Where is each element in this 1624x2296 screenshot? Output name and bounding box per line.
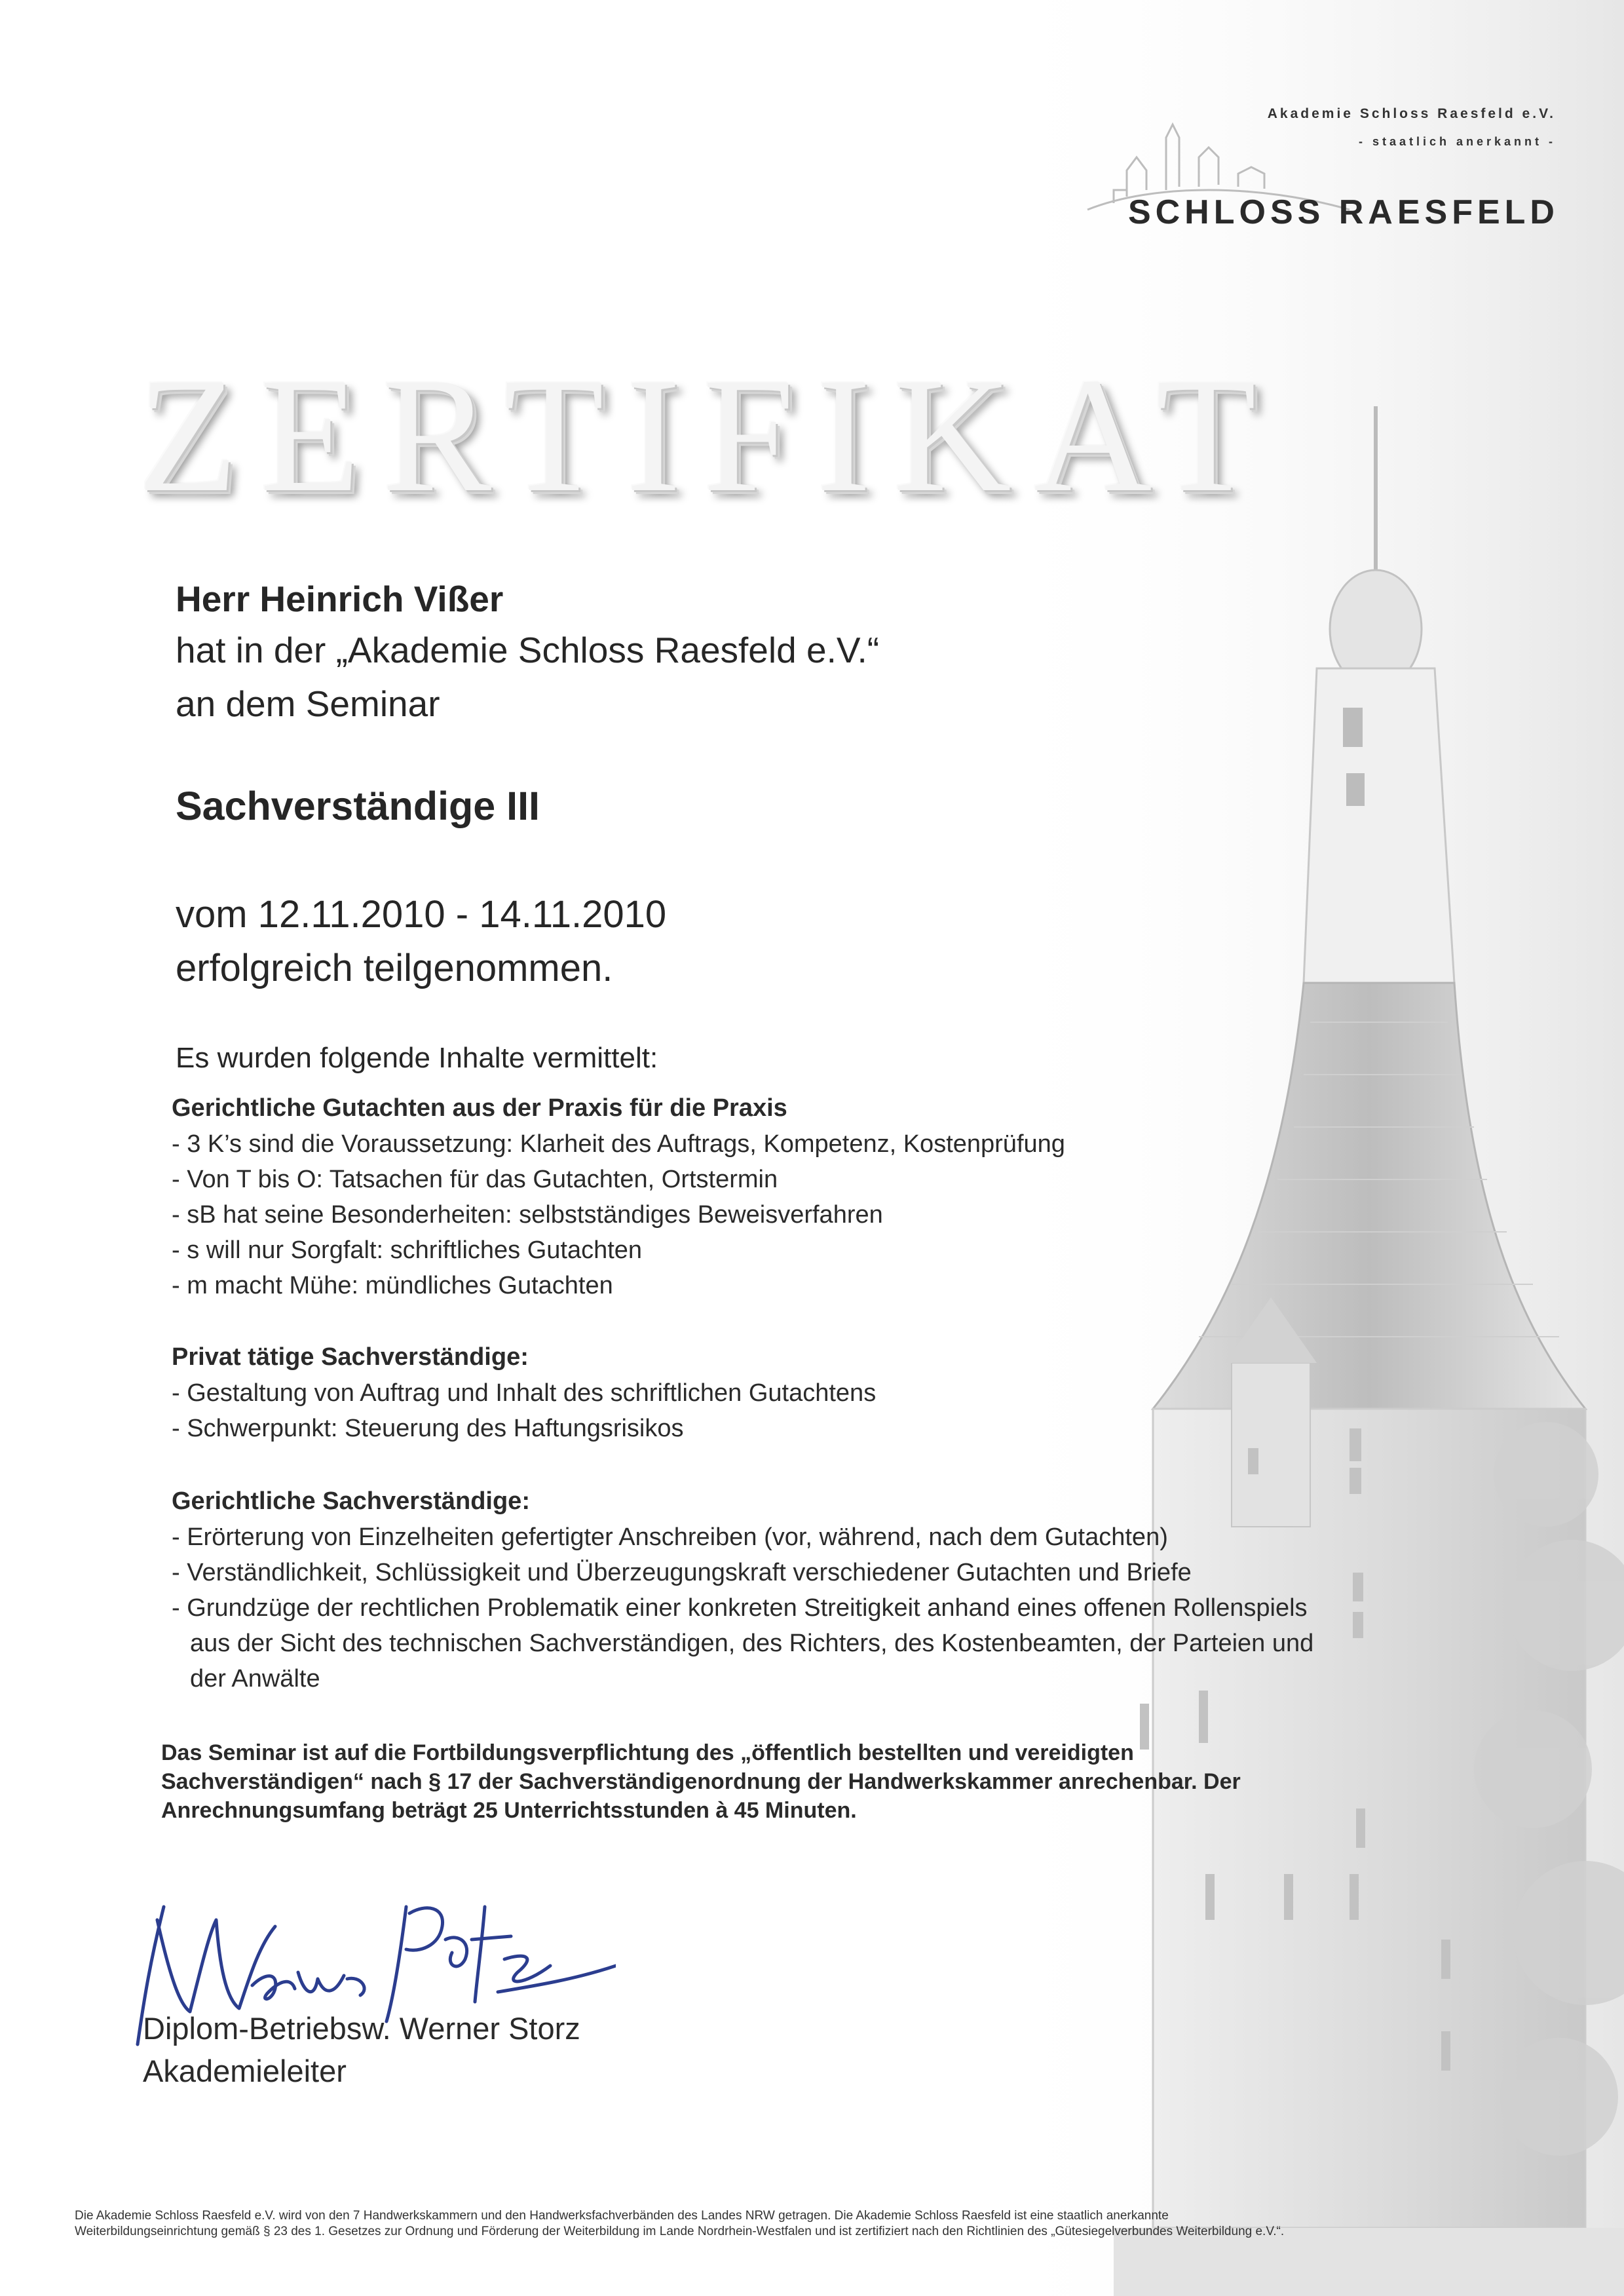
recipient-name: Herr Heinrich Vißer <box>176 579 504 619</box>
list-item: - Verständlichkeit, Schlüssigkeit und Überzeugungskraft verschiedener Gutachten und Briefe <box>172 1559 1192 1586</box>
brand-title: SCHLOSS RAESFELD <box>1127 193 1559 231</box>
academy-name: Akademie Schloss Raesfeld e.V. <box>1267 106 1556 121</box>
section-heading: Privat tätige Sachverständige: <box>172 1343 529 1371</box>
recipient-line-2: an dem Seminar <box>176 683 440 724</box>
section-court-experts <box>172 1487 1351 1696</box>
list-item: - 3 K’s sind die Voraussetzung: Klarheit des Auftrags, Kompetenz, Kostenprüfung <box>172 1130 1065 1158</box>
list-item: - s will nur Sorgfalt: schriftliches Gutachten <box>172 1236 643 1264</box>
recognition-note: - staatlich anerkannt - <box>1358 135 1556 148</box>
list-item: - Gestaltung von Auftrag und Inhalt des schriftlichen Gutachtens <box>172 1379 877 1407</box>
list-item: - m macht Mühe: mündliches Gutachten <box>172 1272 613 1299</box>
section-heading: Gerichtliche Gutachten aus der Praxis für die Praxis <box>172 1094 787 1122</box>
list-item: - sB hat seine Besonderheiten: selbstständiges Beweisverfahren <box>172 1201 883 1229</box>
accreditation-note: Das Seminar ist auf die Fortbildungsverpflichtung des „öffentlich bestellten und vereidigten Sachverständigen“ nach § 17 der Sachverständigenordnung der Handwerkskammer anrechenbar. Der Anrechnungsumfang beträgt 25 Unterrichtsstunden à 45 Minuten. <box>161 1740 1241 1823</box>
certificate-title: ZERTIFIKAT <box>138 345 1279 526</box>
seminar-dates: vom 12.11.2010 - 14.11.2010 <box>176 893 667 936</box>
list-item: - Schwerpunkt: Steuerung des Haftungsrisikos <box>172 1415 684 1442</box>
list-item: - Grundzüge der rechtlichen Problematik einer konkreten Streitigkeit anhand eines offenen Rollenspiels aus der Sicht des technischen Sachverständigen, des Richters, des Kostenbeamten, der Parteien und der Anwälte <box>172 1594 1314 1693</box>
seminar-title: Sachverständige III <box>176 784 540 828</box>
footer-note: Die Akademie Schloss Raesfeld e.V. wird von den 7 Handwerkskammern und den Handwerksfachverbänden des Landes NRW getragen. Die Akademie Schloss Raesfeld ist eine staatlich anerkannte Weiterbildungseinrichtung gemäß § 23 des 1. Gesetzes zur Ordnung und Förderung der Weiterbildung im Lande Nordrhein-Westfalen und ist zertifiziert nach den Richtlinien des „Gütesiegelverbundes Weiterbildung e.V.“. <box>75 2209 1285 2238</box>
recipient-line-1: hat in der „Akademie Schloss Raesfeld e.V.“ <box>176 630 880 670</box>
section-private-experts <box>172 1343 1351 1446</box>
section-heading: Gerichtliche Sachverständige: <box>172 1487 530 1515</box>
seminar-result: erfolgreich teilgenommen. <box>176 947 613 989</box>
signatory-role: Akademieleiter <box>143 2054 347 2088</box>
list-item: - Von T bis O: Tatsachen für das Gutachten, Ortstermin <box>172 1166 778 1193</box>
section-court-reports <box>172 1094 1351 1303</box>
list-item: - Erörterung von Einzelheiten gefertigter Anschreiben (vor, während, nach dem Gutachten) <box>172 1523 1168 1551</box>
signatory-name: Diplom-Betriebsw. Werner Storz <box>143 2011 580 2046</box>
contents-intro: Es wurden folgende Inhalte vermittelt: <box>176 1042 658 1074</box>
